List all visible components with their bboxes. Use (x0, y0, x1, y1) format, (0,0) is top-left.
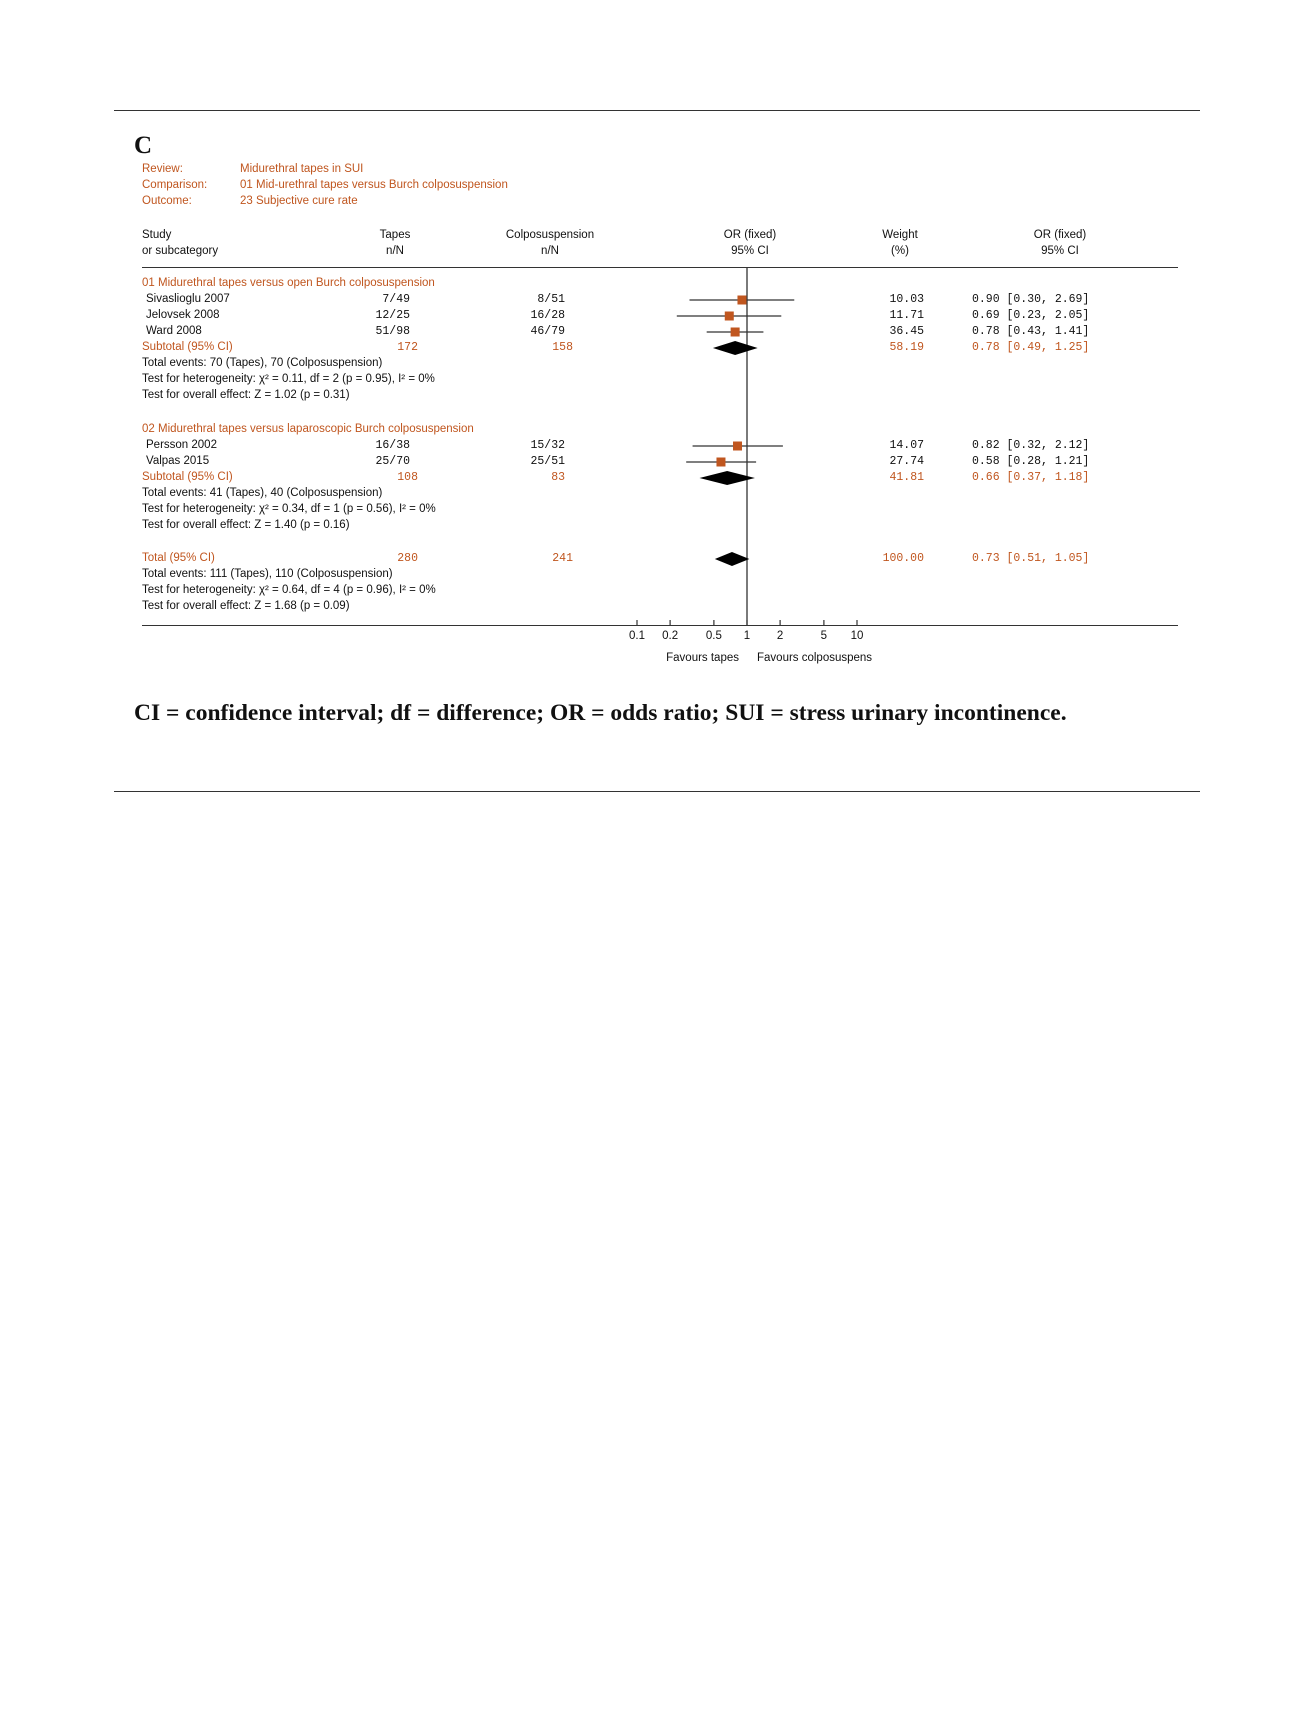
total-overall-effect: Test for overall effect: Z = 1.68 (p = 0.09) (142, 600, 350, 612)
study-weight: 27.74 (889, 455, 924, 468)
header-or-text-line2: 95% CI (1041, 245, 1079, 257)
header-colpo-line2: n/N (541, 245, 559, 257)
header-or-plot-line2: 95% CI (731, 245, 769, 257)
subtotal-ci-text: 0.78 [0.49, 1.25] (972, 341, 1090, 354)
subtotal-weight: 58.19 (889, 341, 924, 354)
group2-heterogeneity: Test for heterogeneity: χ² = 0.34, df = 1 (p = 0.56), I² = 0% (142, 503, 436, 515)
header-tapes-line1: Tapes (379, 229, 411, 241)
study-ci-text: 0.58 [0.28, 1.21] (972, 455, 1090, 468)
axis-tick-label: 2 (776, 630, 784, 642)
study-name: Ward 2008 (146, 325, 202, 337)
study-ci-text: 0.82 [0.32, 2.12] (972, 439, 1090, 452)
total-heterogeneity: Test for heterogeneity: χ² = 0.64, df = 4 (p = 0.96), I² = 0% (142, 584, 436, 596)
meta-value-comparison: 01 Mid-urethral tapes versus Burch colposuspension (240, 179, 508, 191)
subtotal-colpo: 83 (551, 471, 565, 484)
header-study-line2: or subcategory (142, 245, 219, 257)
study-tapes: 12/25 (375, 309, 410, 322)
subtotal-tapes: 108 (397, 471, 418, 484)
study-ci-text: 0.69 [0.23, 2.05] (972, 309, 1090, 322)
group1-title: 01 Midurethral tapes versus open Burch colposuspension (142, 277, 435, 289)
favours-left-label: Favours tapes (666, 652, 739, 664)
study-weight: 14.07 (889, 439, 924, 452)
total-label: Total (95% CI) (142, 552, 215, 564)
axis-tick-label: 5 (820, 630, 828, 642)
axis-tick-label: 0.2 (662, 630, 679, 642)
footnote: CI = confidence interval; df = difference; OR = odds ratio; SUI = stress urinary incontinence. (134, 700, 1067, 726)
study-colpo: 16/28 (530, 309, 565, 322)
group2-events: Total events: 41 (Tapes), 40 (Colposuspension) (142, 487, 383, 499)
total-weight: 100.00 (882, 552, 924, 565)
bottom-rule (114, 791, 1200, 792)
header-weight-line2: (%) (891, 245, 909, 257)
study-colpo: 15/32 (530, 439, 565, 452)
forest-plot (0, 0, 1300, 700)
study-ci-text: 0.90 [0.30, 2.69] (972, 293, 1090, 306)
header-colpo-line1: Colposuspension (505, 229, 595, 241)
study-marker (737, 296, 746, 305)
header-or-plot-line1: OR (fixed) (723, 229, 777, 241)
study-tapes: 51/98 (375, 325, 410, 338)
study-name: Persson 2002 (146, 439, 217, 451)
axis-tick-label: 0.5 (705, 630, 722, 642)
study-weight: 36.45 (889, 325, 924, 338)
subtotal-label: Subtotal (95% CI) (142, 341, 233, 353)
subtotal-colpo: 158 (552, 341, 573, 354)
study-weight: 11.71 (889, 309, 924, 322)
group2-title: 02 Midurethral tapes versus laparoscopic Burch colposuspension (142, 423, 474, 435)
study-tapes: 16/38 (375, 439, 410, 452)
study-name: Jelovsek 2008 (146, 309, 220, 321)
header-study-line1: Study (142, 229, 172, 241)
study-tapes: 25/70 (375, 455, 410, 468)
subtotal-weight: 41.81 (889, 471, 924, 484)
header-or-text-line1: OR (fixed) (1033, 229, 1087, 241)
subtotal-label: Subtotal (95% CI) (142, 471, 233, 483)
pooled-diamond (715, 552, 749, 566)
panel-label: C (134, 132, 153, 159)
subtotal-ci-text: 0.66 [0.37, 1.18] (972, 471, 1090, 484)
group1-heterogeneity: Test for heterogeneity: χ² = 0.11, df = 2 (p = 0.95), I² = 0% (142, 373, 435, 385)
study-ci-text: 0.78 [0.43, 1.41] (972, 325, 1090, 338)
study-name: Sivaslioglu 2007 (146, 293, 230, 305)
study-marker (731, 328, 740, 337)
total-events: Total events: 111 (Tapes), 110 (Colposuspension) (142, 568, 393, 580)
study-colpo: 46/79 (530, 325, 565, 338)
study-colpo: 8/51 (537, 293, 565, 306)
subtotal-tapes: 172 (397, 341, 418, 354)
group1-overall-effect: Test for overall effect: Z = 1.02 (p = 0.31) (142, 389, 350, 401)
meta-key-comparison: Comparison: (142, 179, 208, 191)
axis-tick-label: 1 (743, 630, 751, 642)
study-name: Valpas 2015 (146, 455, 210, 467)
study-marker (725, 312, 734, 321)
study-marker (716, 458, 725, 467)
group1-events: Total events: 70 (Tapes), 70 (Colposuspension) (142, 357, 383, 369)
study-marker (733, 442, 742, 451)
pooled-diamond (713, 341, 758, 355)
header-weight-line1: Weight (882, 229, 918, 241)
meta-key-review: Review: (142, 163, 183, 175)
total-tapes: 280 (397, 552, 418, 565)
favours-right-label: Favours colposuspens (757, 652, 873, 664)
total-ci-text: 0.73 [0.51, 1.05] (972, 552, 1090, 565)
header-tapes-line2: n/N (386, 245, 404, 257)
study-weight: 10.03 (889, 293, 924, 306)
axis-tick-label: 10 (850, 630, 864, 642)
study-colpo: 25/51 (530, 455, 565, 468)
study-tapes: 7/49 (382, 293, 410, 306)
axis-tick-label: 0.1 (629, 630, 645, 642)
meta-key-outcome: Outcome: (142, 195, 192, 207)
meta-value-outcome: 23 Subjective cure rate (240, 195, 358, 207)
total-colpo: 241 (552, 552, 573, 565)
meta-value-review: Midurethral tapes in SUI (240, 163, 364, 175)
group2-overall-effect: Test for overall effect: Z = 1.40 (p = 0.16) (142, 519, 350, 531)
